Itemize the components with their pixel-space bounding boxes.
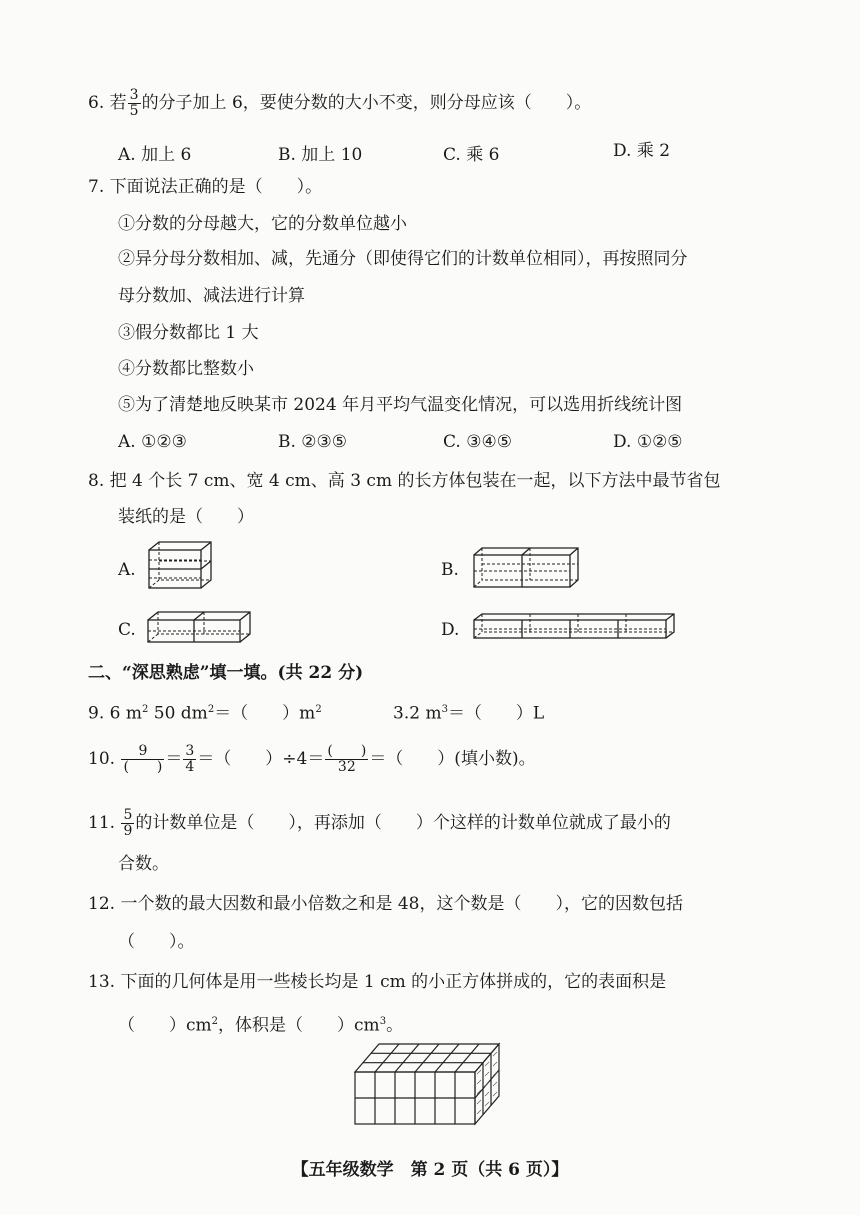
q11-f-num: 5	[123, 807, 133, 823]
q6-option-c: C. 乘 6	[443, 145, 500, 165]
q10-f2-num: 3	[185, 743, 195, 759]
q7-option-d: D. ①②⑤	[613, 432, 683, 452]
q12-continuation: （ ）。	[118, 932, 195, 952]
q8-stem-b: 装纸的是（ ）	[118, 507, 254, 527]
q6-option-b: B. 加上 10	[278, 145, 363, 165]
q11-line	[88, 808, 671, 839]
q13-line	[88, 970, 666, 994]
section-2-title: 二、“深思熟虑”填一填。(共 22 分)	[88, 663, 364, 683]
q6-frac-den: 5	[129, 103, 139, 119]
q11-continuation: 合数。	[118, 854, 169, 874]
q7-number: 7.	[88, 177, 105, 197]
q10-number: 10.	[88, 749, 116, 769]
q13-number: 13.	[88, 972, 116, 992]
q7-statement-3: ③假分数都比 1 大	[118, 323, 259, 343]
q10-line	[88, 744, 536, 775]
q13-stem: 下面的几何体是用一些棱长均是 1 cm 的小正方体拼成的，它的表面积是	[120, 972, 667, 992]
q7-statement-5: ⑤为了清楚地反映某市 2024 年月平均气温变化情况，可以选用折线统计图	[118, 395, 683, 415]
q9-part-b: 50 dm	[148, 703, 208, 724]
q8-label-b: B.	[441, 560, 459, 580]
q8-line	[88, 469, 720, 493]
q10-fraction-3	[325, 744, 368, 775]
q13-sup-sq: 2	[211, 1016, 219, 1027]
q8-number: 8.	[88, 471, 105, 491]
q6-line	[88, 88, 591, 119]
q9-part-e: ＝（ ）L	[447, 703, 545, 724]
q11-stem: 的计数单位是（ ），再添加（ ）个这样的计数单位就成了最小的	[135, 813, 671, 833]
q10-f1-num: 9	[121, 744, 164, 760]
q12-number: 12.	[88, 894, 116, 914]
q11-fraction	[121, 808, 134, 839]
cube-stack-figure	[350, 1040, 510, 1130]
q6-stem: 的分子加上 6，要使分数的大小不变，则分母应该（ ）。	[141, 93, 592, 113]
q8-stem-a: 把 4 个长 7 cm、宽 4 cm、高 3 cm 的长方体包装在一起，以下方法中最节省包	[109, 471, 721, 491]
q7-option-c: C. ③④⑤	[443, 432, 512, 452]
q10-fraction-2	[183, 744, 196, 775]
q6-option-d: D. 乘 2	[613, 141, 671, 161]
q10-tail: ＝（ ）(填小数)。	[369, 749, 536, 769]
q9-sup-d: 3	[441, 704, 448, 715]
q7-stem: 下面说法正确的是（ ）。	[109, 177, 323, 197]
q7-statement-2b: 母分数加、减法进行计算	[118, 286, 305, 306]
q8-label-a: A.	[118, 560, 136, 580]
q12-line	[88, 892, 683, 916]
q10-f2-den: 4	[185, 759, 195, 775]
q10-f1-den: ( )	[123, 759, 163, 775]
q9-sup-a: 2	[141, 704, 149, 715]
q11-number: 11.	[88, 813, 116, 833]
box-arrangement-d	[470, 612, 680, 642]
q6-frac-num: 3	[129, 87, 139, 103]
q7-statement-2a: ②异分母分数相加、减，先通分（即使得它们的计数单位相同），再按照同分	[118, 249, 688, 269]
q12-stem: 一个数的最大因数和最小倍数之和是 48，这个数是（ ），它的因数包括	[120, 894, 683, 914]
q7-line	[88, 175, 322, 199]
q8-label-c: C.	[118, 620, 136, 640]
q10-eq1: ＝	[165, 749, 183, 769]
q7-statement-1: ①分数的分母越大，它的分数单位越小	[118, 214, 407, 234]
box-arrangement-a	[145, 540, 215, 590]
q9-number: 9.	[88, 703, 105, 724]
q7-option-a: A. ①②③	[118, 432, 187, 452]
q13-continuation	[118, 1010, 403, 1038]
q6-number: 6.	[88, 93, 105, 113]
q9-sup-c: 2	[315, 704, 322, 715]
q13-cont-a: （ ）cm	[118, 1015, 212, 1036]
box-arrangement-b	[470, 545, 582, 590]
q9-part-a: 6 m	[109, 703, 142, 724]
q6-pre: 若	[109, 93, 127, 113]
q13-cont-c: 。	[386, 1015, 404, 1036]
q9-part-d: 3.2 m	[393, 703, 442, 724]
q10-f3-den: 32	[337, 759, 356, 775]
q9-part-c: ＝（ ）m	[214, 703, 316, 724]
q9-sup-b: 2	[207, 704, 215, 715]
q10-f3-num: ( )	[327, 743, 367, 759]
q13-sup-cu: 3	[379, 1016, 387, 1027]
box-arrangement-c	[145, 610, 255, 646]
q7-statement-4: ④分数都比整数小	[118, 359, 254, 379]
q6-option-a: A. 加上 6	[118, 145, 192, 165]
q11-f-den: 9	[123, 823, 133, 839]
page-footer: 【五年级数学 第 2 页（共 6 页）】	[291, 1160, 569, 1180]
q6-fraction	[128, 88, 141, 119]
q7-option-b: B. ②③⑤	[278, 432, 348, 452]
q8-label-d: D.	[441, 620, 460, 640]
q13-cont-b: ，体积是（ ）cm	[218, 1015, 380, 1036]
q10-fraction-1	[121, 744, 164, 775]
q10-mid: ＝（ ）÷4＝	[197, 749, 325, 769]
q9-line-2	[393, 698, 544, 726]
q9-line	[88, 698, 322, 726]
